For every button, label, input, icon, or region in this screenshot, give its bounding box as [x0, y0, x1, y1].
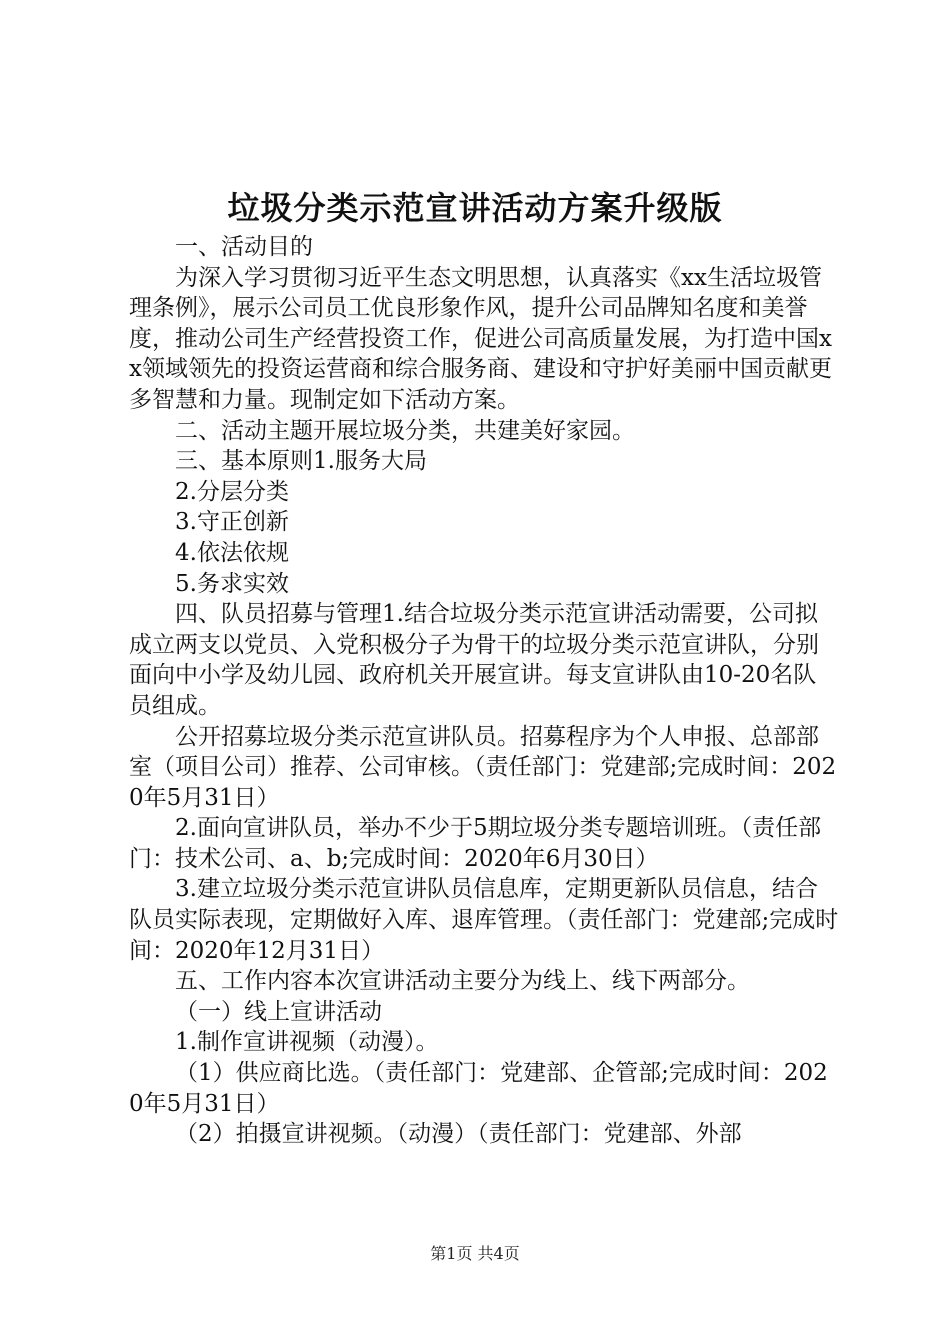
paragraph-recruitment: 四、队员招募与管理1.结合垃圾分类示范宣讲活动需要，公司拟成立两支以党员、入党积极分子为骨干的垃圾分类示范宣讲队，分别面向中小学及幼儿园、政府机关开展宣讲。每支宣讲队由10-20名队员组成。 [129, 601, 819, 719]
principle-item: 3.守正创新 [175, 509, 289, 536]
principle-item: 2.分层分类 [175, 478, 289, 505]
paragraph-purpose: 为深入学习贯彻习近平生态文明思想，认真落实《xx生活垃圾管理条例》，展示公司员工优良形象作风，提升公司品牌知名度和美誉度，推动公司生产经营投资工作，促进公司高质量发展，为打造中国xx领域领先的投资运营商和综合服务商、建设和守护好美丽中国贡献更多智慧和力量。现制定如下活动方案。 [129, 264, 832, 413]
section-heading-purpose: 一、活动目的 [175, 234, 313, 260]
subsection-heading-online: （一）线上宣讲活动 [175, 998, 382, 1025]
principle-item: 5.务求实效 [175, 570, 289, 597]
paragraph-database: 3.建立垃圾分类示范宣讲队员信息库，定期更新队员信息，结合队员实际表现，定期做好入库、退库管理。（责任部门：党建部;完成时间：2020年12月31日） [129, 876, 839, 964]
paragraph-training: 2.面向宣讲队员，举办不少于5期垃圾分类专题培训班。（责任部门：技术公司、a、b;完成时间：2020年6月30日） [129, 815, 822, 872]
section-heading-principles: 三、基本原则1.服务大局 [175, 448, 427, 475]
paragraph-supplier: （1）供应商比选。（责任部门：党建部、企管部;完成时间：2020年5月31日） [129, 1060, 828, 1117]
paragraph-public-recruitment: 公开招募垃圾分类示范宣讲队员。招募程序为个人申报、总部部室（项目公司）推荐、公司审核。（责任部门：党建部;完成时间：2020年5月31日） [129, 723, 837, 811]
document-title: 垃圾分类示范宣讲活动方案升级版 [227, 189, 723, 227]
page-footer: 第1页 共4页 [430, 1244, 520, 1263]
paragraph-filming: （2）拍摄宣讲视频。（动漫）（责任部门：党建部、外部 [175, 1121, 742, 1148]
paragraph-video: 1.制作宣讲视频（动漫）。 [175, 1029, 439, 1056]
document-body [129, 232, 839, 1150]
principle-item: 4.依法依规 [175, 539, 289, 566]
section-heading-theme: 二、活动主题开展垃圾分类，共建美好家园。 [175, 417, 635, 444]
section-heading-work-content: 五、工作内容本次宣讲活动主要分为线上、线下两部分。 [175, 968, 750, 995]
